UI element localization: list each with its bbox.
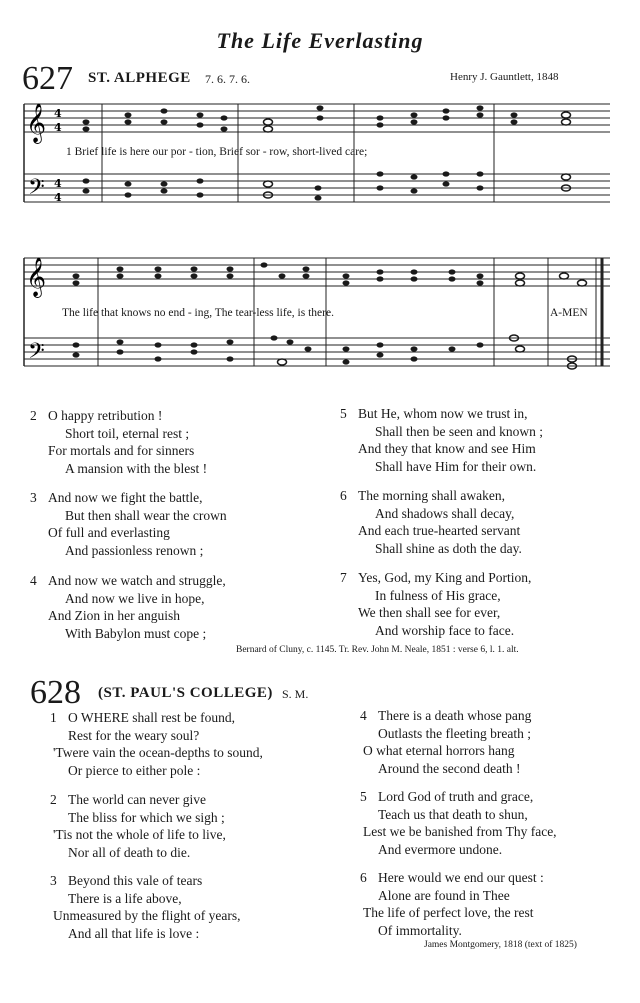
- verse-628-1: 1 O WHERE shall rest be found, Rest for the weary soul? 'Twere vain the ocean-depths to sound, Or pierce to either pole :: [50, 710, 263, 778]
- svg-text:4: 4: [54, 191, 62, 204]
- svg-text:4: 4: [54, 121, 62, 134]
- verse-627-4: 4 And now we watch and struggle, And now we live in hope, And Zion in her anguish With Babylon must cope ;: [30, 573, 226, 641]
- verse-628-3: 3 Beyond this vale of tears There is a life above, Unmeasured by the flight of years, And all that life is love :: [50, 873, 241, 941]
- hymn-627-credit: Bernard of Cluny, c. 1145. Tr. Rev. John M. Neale, 1851 : verse 6, l. 1. alt.: [236, 645, 519, 655]
- verse-627-5: 5 But He, whom now we trust in, Shall then be seen and known ; And they that know and see Him Shall have Him for their own.: [340, 406, 543, 474]
- hymn-627-tune: ST. ALPHEGE: [88, 70, 191, 86]
- verse-628-2: 2 The world can never give The bliss for which we sigh ; 'Tis not the whole of life to live, Nor all of death to die.: [50, 792, 226, 860]
- verse-627-2: 2 O happy retribution ! Short toil, eternal rest ; For mortals and for sinners A mansion with the blest !: [30, 408, 208, 476]
- hymn-627-composer: Henry J. Gauntlett, 1848: [450, 71, 559, 83]
- music-system-1: [18, 96, 618, 228]
- verse-627-6: 6 The morning shall awaken, And shadows shall decay, And each true-hearted servant Shall shine as doth the day.: [340, 488, 522, 556]
- hymn-627-lyrics-line-2: The life that knows no end - ing, The tear-less life, is there.: [62, 307, 334, 319]
- treble-staff-2: [24, 258, 610, 286]
- hymn-628-tune: (ST. PAUL'S COLLEGE): [98, 685, 273, 701]
- hymn-628-meter: S. M.: [282, 687, 309, 701]
- page-header: The Life Everlasting: [216, 28, 424, 53]
- verse-628-6: 6 Here would we end our quest : Alone are found in Thee The life of perfect love, the rest Of immortality.: [360, 870, 544, 938]
- hymn-627-lyrics-line-1: 1 Brief life is here our por - tion, Brief sor - row, short-lived care;: [66, 146, 368, 158]
- verse-628-5: 5 Lord God of truth and grace, Teach us that death to shun, Lest we be banished from Thy face, And evermore undone.: [360, 789, 557, 857]
- treble-clef-icon: 𝄞: [26, 257, 47, 297]
- svg-text:4: 4: [54, 177, 62, 190]
- hymn-627-meter: 7. 6. 7. 6.: [205, 72, 250, 86]
- hymn-627-amen: A-MEN: [550, 307, 588, 319]
- hymn-628-credit: James Montgomery, 1818 (text of 1825): [424, 940, 577, 950]
- bass-clef-icon: 𝄢: [28, 175, 45, 205]
- hymn-627-number: 627: [22, 60, 73, 97]
- treble-clef-icon: 𝄞: [26, 103, 47, 143]
- bass-clef-icon: 𝄢: [28, 339, 45, 369]
- verse-628-4: 4 There is a death whose pang Outlasts the fleeting breath ; O what eternal horrors hang Around the second death !: [360, 708, 532, 776]
- verse-627-3: 3 And now we fight the battle, But then shall wear the crown Of full and everlasting And passionless renown ;: [30, 490, 227, 558]
- verse-627-7: 7 Yes, God, my King and Portion, In fulness of His grace, We then shall see for ever, And worship face to face.: [340, 570, 532, 638]
- hymn-628-number: 628: [30, 674, 81, 711]
- svg-text:4: 4: [54, 107, 62, 120]
